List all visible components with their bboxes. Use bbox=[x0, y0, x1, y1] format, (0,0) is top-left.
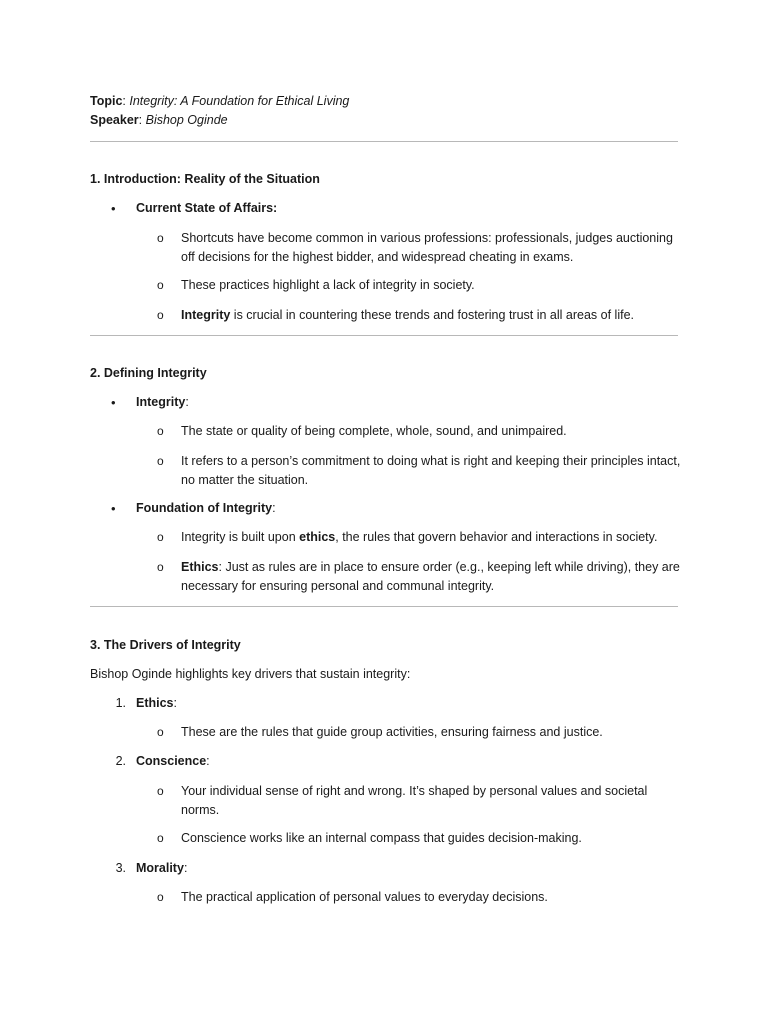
sub-bullet-icon: o bbox=[157, 278, 164, 292]
list-item: The state or quality of being complete, whole, sound, and unimpaired. bbox=[181, 424, 567, 438]
topic-line: Topic: Integrity: A Foundation for Ethical Living bbox=[90, 94, 350, 108]
bullet-icon: • bbox=[111, 201, 116, 216]
list-item: Conscience works like an internal compass that guides decision-making. bbox=[181, 831, 582, 845]
section-heading: 1. Introduction: Reality of the Situation bbox=[90, 172, 320, 186]
horizontal-rule bbox=[90, 141, 678, 142]
list-item: Integrity is built upon ethics, the rules that govern behavior and interactions in society. bbox=[181, 530, 658, 544]
list-number: 3. bbox=[115, 861, 126, 875]
driver-label: Conscience: bbox=[136, 754, 210, 768]
sub-bullet-icon: o bbox=[157, 231, 164, 245]
sub-bullet-icon: o bbox=[157, 308, 164, 322]
list-number: 1. bbox=[115, 696, 126, 710]
bullet-icon: • bbox=[111, 501, 116, 516]
bullet-icon: • bbox=[111, 395, 116, 410]
section-heading: 2. Defining Integrity bbox=[90, 366, 207, 380]
section-intro: Bishop Oginde highlights key drivers that sustain integrity: bbox=[90, 667, 411, 681]
horizontal-rule bbox=[90, 335, 678, 336]
section-heading: 3. The Drivers of Integrity bbox=[90, 638, 241, 652]
list-item: It refers to a person’s commitment to doing what is right and keeping their principles intact, no matter the situation. bbox=[181, 454, 681, 487]
sub-bullet-icon: o bbox=[157, 784, 164, 798]
speaker-value: Bishop Oginde bbox=[145, 113, 228, 127]
sub-bullet-icon: o bbox=[157, 831, 164, 845]
driver-label: Morality: bbox=[136, 861, 188, 875]
list-item: These practices highlight a lack of integrity in society. bbox=[181, 278, 475, 292]
sub-bullet-icon: o bbox=[157, 560, 164, 574]
list-item: Integrity is crucial in countering these trends and fostering trust in all areas of life. bbox=[181, 308, 634, 322]
bullet-label: Integrity: bbox=[136, 395, 189, 409]
sub-bullet-icon: o bbox=[157, 725, 164, 739]
bullet-label: Foundation of Integrity: bbox=[136, 501, 276, 515]
speaker-label: Speaker bbox=[90, 113, 139, 127]
sub-bullet-icon: o bbox=[157, 454, 164, 468]
speaker-line: Speaker: Bishop Oginde bbox=[90, 113, 228, 127]
sub-bullet-icon: o bbox=[157, 530, 164, 544]
topic-label: Topic bbox=[90, 94, 123, 108]
list-number: 2. bbox=[115, 754, 126, 768]
list-item: Your individual sense of right and wrong. It’s shaped by personal values and societal norms. bbox=[181, 784, 648, 817]
driver-label: Ethics: bbox=[136, 696, 177, 710]
list-item: Shortcuts have become common in various professions: professionals, judges auctioning off decisions for the highest bidder, and widespread cheating in exams. bbox=[181, 231, 673, 264]
list-item: The practical application of personal values to everyday decisions. bbox=[181, 890, 548, 904]
bullet-label: Current State of Affairs: bbox=[136, 201, 278, 215]
topic-value: Integrity: A Foundation for Ethical Living bbox=[129, 94, 350, 108]
sub-bullet-icon: o bbox=[157, 424, 164, 438]
sub-bullet-icon: o bbox=[157, 890, 164, 904]
list-item: These are the rules that guide group activities, ensuring fairness and justice. bbox=[181, 725, 603, 739]
list-item: Ethics: Just as rules are in place to ensure order (e.g., keeping left while driving), they are necessary for ensuring personal and communal integrity. bbox=[181, 560, 680, 593]
horizontal-rule bbox=[90, 606, 678, 607]
